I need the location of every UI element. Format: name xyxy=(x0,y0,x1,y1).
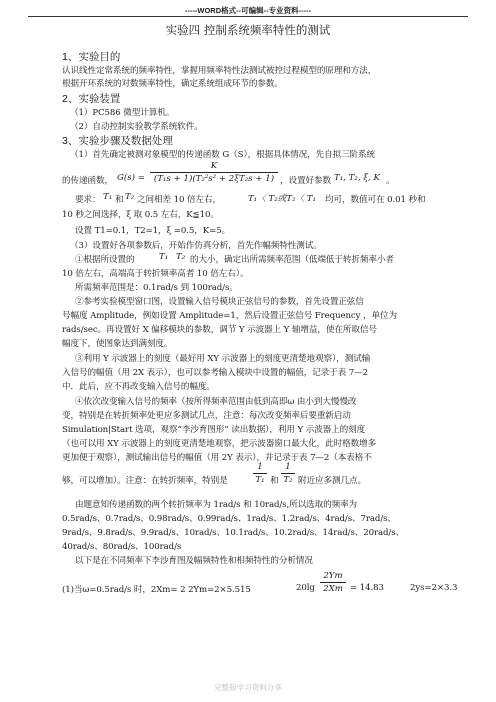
section-heading-purpose: 1、实验目的 xyxy=(62,51,121,63)
parameter-list: T₁, T₂, ξ, K xyxy=(334,173,380,183)
req-range: 均可，数值可在 0.01 秒和 xyxy=(325,195,426,205)
summary-line-3: 9rad/s、9.8rad/s、9.9rad/s、10rad/s、10.1rad/s、10.2rad/s、14rad/s、20rad/s、 xyxy=(62,528,405,538)
page-footer: 完整版学习资料分享 xyxy=(214,683,282,692)
frac2-bar xyxy=(281,473,295,474)
step-1-line-1: （1）首先确定被测对象模型的传递函数 G（S），根据具体情况，先自拟三阶系统 xyxy=(70,150,376,160)
fraction-bar xyxy=(150,172,278,173)
summary-line-1: 由题意知传递函数的两个转折频率为 1rad/s 和 10rad/s,所以选取的频率为 xyxy=(75,500,358,510)
circle1-t1: T₁ xyxy=(159,252,169,262)
corner-frequency-1 xyxy=(253,462,267,485)
transfer-function-fraction xyxy=(150,161,278,184)
step-1-line-2-right: ，设置好参数 xyxy=(280,176,331,186)
table-intro: 以下是在不同频率下李沙育图及幅频特性和相频特性的分析情况 xyxy=(75,556,313,566)
corner-frequency-2 xyxy=(281,462,295,485)
frac2-den: T₂ xyxy=(283,475,293,485)
frac2-num: 1 xyxy=(285,462,291,472)
page-header: -----WORD格式--可编辑--专业资料----- xyxy=(184,6,312,15)
frac1-den: T₁ xyxy=(255,475,265,485)
circle1-t2: T₂ xyxy=(176,252,186,262)
req-condition: T₁〈 T₂或T₂〈 T₁ xyxy=(248,194,316,204)
circle3-line-1: ③利用 Y 示波器上的刻度（最好用 XY 示波器上的刻度更清楚地观察），测试输 xyxy=(75,354,371,364)
circle4-line-1: ④依次改变输入信号的频率（按所得频率范围由低到高即ω 由小到大慢慢改 xyxy=(75,397,357,407)
calc-bar xyxy=(320,582,346,583)
purpose-line-2: 根据开环系统的对数频率特性，确定系统组成环节的参数。 xyxy=(62,79,283,89)
summary-line-2: 0.5rad/s、0.7rad/s、0.98rad/s、0.99rad/s、1rad/s、1.2rad/s、4rad/s、7rad/s、 xyxy=(62,514,396,524)
calc-den: 2Xm xyxy=(323,584,343,594)
req-t1: T₁ xyxy=(103,192,113,202)
circle3-line-2: 入信号的幅值（用 2X 表示），也可以参考输入模块中设置的幅值，记录于表 7—2 xyxy=(62,368,369,378)
frac1-bar xyxy=(253,473,267,474)
section-heading-apparatus: 2、实验装置 xyxy=(62,93,121,105)
step-1-line-2-left: 的传递函数， xyxy=(62,176,113,186)
req-and: 和 xyxy=(115,195,124,205)
apparatus-item-2: （2）自动控制实验教学系统软件。 xyxy=(70,122,203,132)
calc-num: 2Ym xyxy=(323,571,343,581)
req-t2: T₂ xyxy=(125,192,135,202)
circle1-line-2: 10 倍左右，高端高于转折频率高者 10 倍左右）。 xyxy=(62,269,249,279)
purpose-line-1: 认识线性定常系统的频率特性，掌握用频率特性法测试被控过程模型的原理和方法， xyxy=(62,66,377,76)
circle1-line-3: 所需频率范围是：0.1rad/s 到 100rad/s。 xyxy=(75,283,238,293)
parameter-setting: 设置 T1=0.1，T2=1，ξ =0.5，K=5。 xyxy=(75,226,231,236)
formula-lhs: G(s) = xyxy=(117,173,145,183)
formula-numerator: K xyxy=(210,161,218,171)
page-title: 实验四 控制系统频率特性的测试 xyxy=(165,23,331,37)
frac1-num: 1 xyxy=(257,462,263,472)
circle4-line-6-pre: 够，可以增加）。注意：在转折频率，特别是 xyxy=(62,476,228,486)
section-heading-steps: 3、实验步骤及数据处理 xyxy=(62,135,173,147)
calc-ys: 2ys=2×3.3 xyxy=(410,583,458,593)
circle2-line-4: 幅度下，使图象达到满刻度。 xyxy=(62,339,173,349)
circle4-line-6-and: 和 xyxy=(270,476,279,486)
circle1-line-1-post: 的大小，确定出所需频率范围（低端低于转折频率小者 xyxy=(190,255,394,265)
step-3: （3）设置好各项参数后，开始作仿真分析，首先作幅频特性测试。 xyxy=(70,241,322,251)
apparatus-item-1: （1）PC586 微型计算机。 xyxy=(70,108,175,118)
calc-log: 20lg xyxy=(296,583,315,593)
calc-ratio xyxy=(320,571,346,594)
period: 。 xyxy=(386,176,395,186)
calc-result: = 14.83 xyxy=(350,583,384,593)
requirement-line-2: 10 秒之间选择，ξ 取 0.5 左右，K≦10。 xyxy=(62,210,219,220)
circle3-line-3: 中．此后，应不再改变输入信号的幅度。 xyxy=(62,382,215,392)
req-ratio: 之间相差 10 倍左右， xyxy=(137,195,221,205)
header-rule xyxy=(28,16,468,17)
formula-denominator: (T₁s + 1)(T₂²s² + 2ξT₂s + 1) xyxy=(153,174,275,184)
calc-case: (1)当ω=0.5rad/s 时，2Xm= 2 2Ym=2×5.515 xyxy=(62,585,251,595)
summary-line-4: 40rad/s、80rad/s、100rad/s xyxy=(62,542,182,552)
circle4-line-4: （也可以用 XY 示波器上的刻度更清楚地观察，把示波器窗口最大化，此时格数增多 xyxy=(62,439,377,449)
circle4-line-6-post: 附近应多测几点。 xyxy=(298,476,366,486)
circle4-line-5: 更加便于观察），测试输出信号的幅值（用 2Y 表示），并记录于表 7—2（本表格不 xyxy=(62,453,372,463)
circle2-line-2: 号幅度 Amplitude，例如设置 Amplitude=1，然后设置正弦信号 Frequency ，单位为 xyxy=(62,311,398,321)
circle4-line-2: 变，特别是在转折频率处更应多测试几点，注意：每次改变频率后要重新启动 xyxy=(62,411,351,421)
circle1-line-1-pre: ①根据所设置的 xyxy=(75,255,135,265)
circle2-line-3: rads/sec。再设置好 X 偏移模块的参数，调节 Y 示波器上 Y 轴增益，使在所取信号 xyxy=(62,325,377,335)
requirement-label: 要求： xyxy=(75,195,101,205)
circle4-line-3: Simulation|Start 选项，观察“李沙育图形” 读出数据），利用 Y 示波器上的刻度 xyxy=(62,425,366,435)
circle2-line-1: ②参考实验模型窗口图，设置输入信号模块正弦信号的参数，首先设置正弦信 xyxy=(75,297,364,307)
